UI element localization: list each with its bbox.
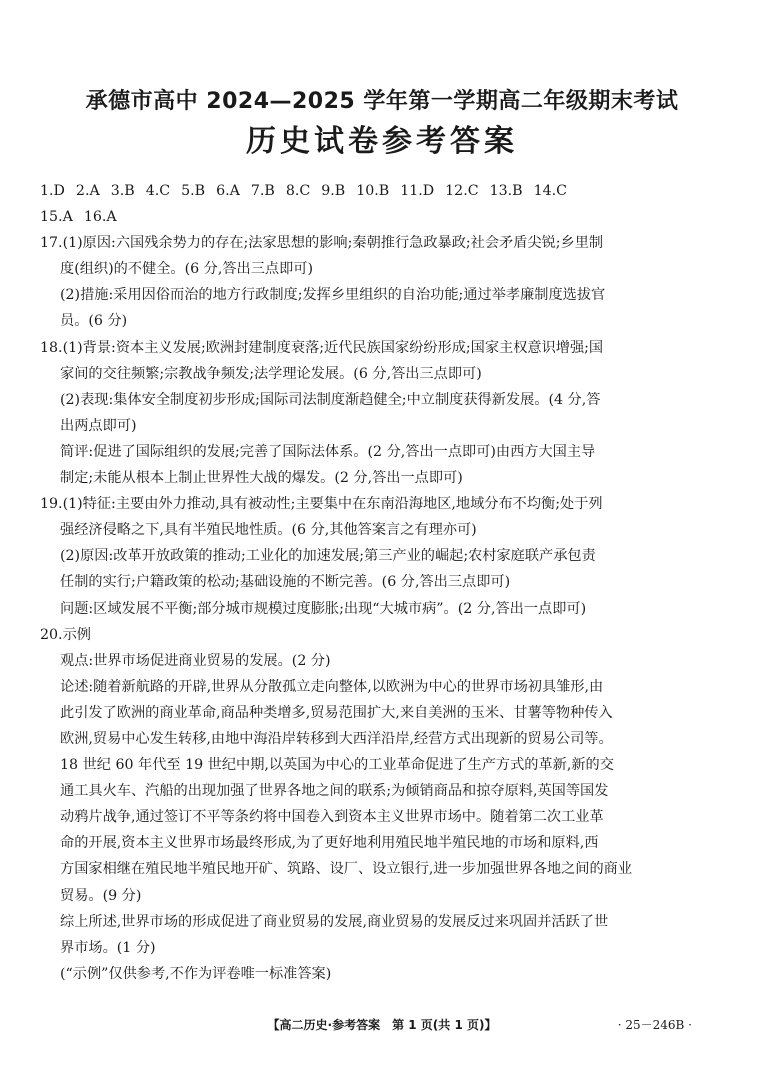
mc-answer: 12.C	[445, 183, 479, 199]
q20-argument-line8: 方国家相继在殖民地半殖民地开矿、筑路、设厂、设立银行,进一步加强世界各地之间的商业	[60, 861, 633, 878]
q19-part2-line1: (2)原因:改革开放政策的推动;工业化的加速发展;第三产业的崛起;农村家庭联产承包责	[60, 548, 596, 565]
mc-answer: 8.C	[285, 183, 311, 199]
q18-part1-line1: 18.(1)背景:资本主义发展;欧洲封建制度衰落;近代民族国家纷纷形成;国家主权意识增强;国	[40, 339, 604, 356]
mc-answer: 5.B	[181, 183, 206, 199]
mc-answers-row-1	[40, 178, 726, 204]
q18-part1-line2: 家间的交往频繁;宗教战争频发;法学理论发展。(6 分,答出三点即可)	[60, 365, 482, 382]
q17-part2-line2: 员。(6 分)	[60, 313, 128, 330]
q19-part2-line2: 任制的实行;户籍政策的松动;基础设施的不断完善。(6 分,答出三点即可)	[60, 574, 511, 591]
q20-conclusion-line2: 界市场。(1 分)	[60, 939, 156, 956]
q20-note: (“示例”仅供参考,不作为评卷唯一标准答案)	[60, 965, 332, 982]
q17-part1-line2: 度(组织)的不健全。(6 分,答出三点即可)	[60, 261, 314, 278]
mc-answers-row-2	[40, 204, 726, 230]
q20-heading: 20.示例	[40, 626, 91, 643]
q19-part1-line2: 强经济侵略之下,具有半殖民地性质。(6 分,其他答案言之有理亦可)	[60, 522, 477, 539]
mc-answer: 1.D	[40, 183, 65, 199]
q20-argument-line4: 18 世纪 60 年代至 19 世纪中期,以英国为中心的工业革命促进了生产方式的革新,新的交	[60, 757, 614, 774]
mc-answer: 9.B	[321, 183, 346, 199]
answer-body	[40, 178, 726, 987]
mc-answer: 7.B	[250, 183, 275, 199]
q18-comment-line2: 制定;未能从根本上制止世界性大战的爆发。(2 分,答出一点即可)	[60, 470, 463, 487]
mc-answer: 15.A	[40, 209, 73, 226]
q20-conclusion-line1: 综上所述,世界市场的形成促进了商业贸易的发展,商业贸易的发展反过来巩固并活跃了世	[60, 913, 609, 930]
q20-argument-line1: 论述:随着新航路的开辟,世界从分散孤立走向整体,以欧洲为中心的世界市场初具雏形,由	[60, 678, 604, 695]
q20-argument-line5: 通工具火车、汽船的出现加强了世界各地之间的联系;为倾销商品和掠夺原料,英国等国发	[60, 783, 609, 800]
exam-title: 承德市高中 2024—2025 学年第一学期高二年级期末考试	[85, 89, 679, 114]
page-footer	[0, 1016, 764, 1036]
mc-answer: 6.A	[216, 183, 240, 199]
q19-part1-line1: 19.(1)特征:主要由外力推动,具有被动性;主要集中在东南沿海地区,地域分布不均衡;处于列	[40, 496, 603, 513]
footer-exam-code: · 25－246B ·	[617, 1018, 692, 1032]
mc-answer: 11.D	[400, 183, 435, 199]
q20-viewpoint: 观点:世界市场促进商业贸易的发展。(2 分)	[60, 652, 331, 669]
q17-part1-line1: 17.(1)原因:六国残余势力的存在;法家思想的影响;秦朝推行急政暴政;社会矛盾尖锐;乡里制	[40, 235, 604, 252]
mc-answer: 2.A	[75, 183, 100, 199]
mc-answer: 3.B	[110, 183, 135, 199]
mc-answer: 10.B	[356, 183, 390, 199]
footer-page-info: 【高二历史·参考答案 第 1 页(共 1 页)】	[267, 1018, 497, 1032]
q18-part2-line2: 出两点即可)	[60, 417, 137, 434]
q17-part2-line1: (2)措施:采用因俗而治的地方行政制度;发挥乡里组织的自治功能;通过举孝廉制度选拔官	[60, 287, 606, 304]
mc-answer: 16.A	[83, 209, 117, 226]
q20-argument-line9: 贸易。(9 分)	[60, 887, 142, 904]
q18-comment-line1: 简评:促进了国际组织的发展;完善了国际法体系。(2 分,答出一点即可)由西方大国主导	[60, 443, 596, 460]
document-title: 历史试卷参考答案	[246, 124, 518, 159]
mc-answer: 14.C	[533, 183, 567, 199]
mc-answer: 4.C	[145, 183, 171, 199]
q20-argument-line7: 命的开展,资本主义世界市场最终形成,为了更好地利用殖民地半殖民地的市场和原料,西	[60, 835, 599, 852]
q20-argument-line6: 动鸦片战争,通过签订不平等条约将中国卷入到资本主义世界市场中。随着第二次工业革	[60, 809, 604, 826]
q20-argument-line2: 此引发了欧洲的商业革命,商品种类增多,贸易范围扩大,来自美洲的玉米、甘薯等物种传入	[60, 704, 613, 721]
q20-argument-line3: 欧洲,贸易中心发生转移,由地中海沿岸转移到大西洋沿岸,经营方式出现新的贸易公司等。	[60, 730, 613, 747]
mc-answer: 13.B	[489, 183, 523, 199]
q18-part2-line1: (2)表现:集体安全制度初步形成;国际司法制度渐趋健全;中立制度获得新发展。(4 分,答	[60, 391, 601, 408]
q19-problem: 问题:区域发展不平衡;部分城市规模过度膨胀;出现“大城市病”。(2 分,答出一点即可)	[60, 600, 587, 617]
